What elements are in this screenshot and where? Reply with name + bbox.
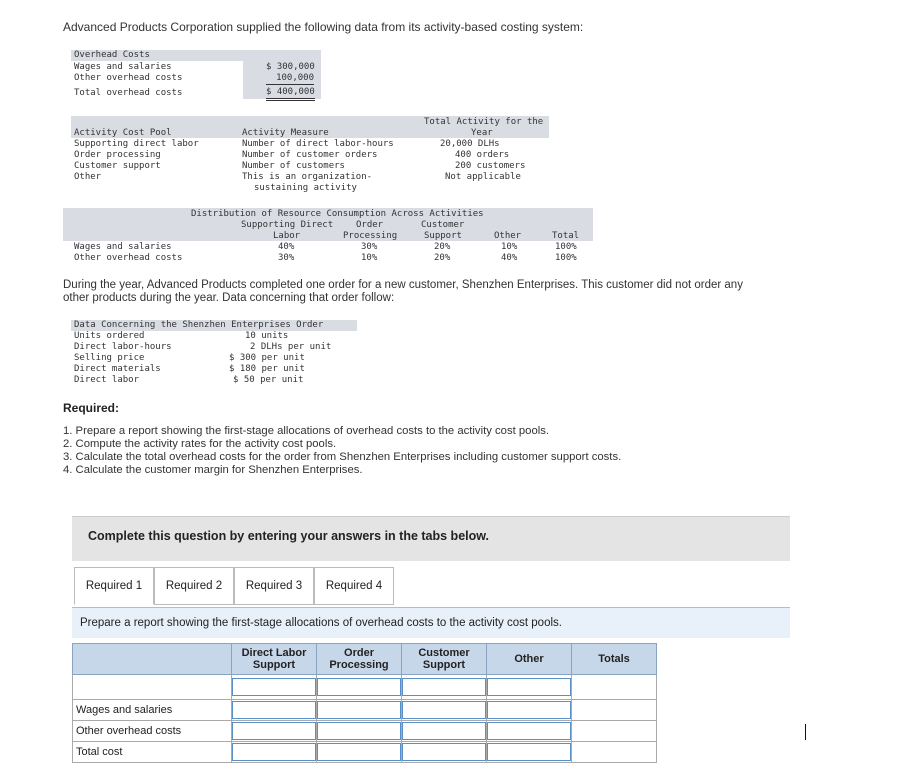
pool-total: 200 customers (455, 161, 526, 171)
overhead-label: Total overhead costs (74, 88, 183, 98)
pool-measure: Number of customer orders (242, 150, 378, 160)
cell (572, 721, 657, 742)
order-paragraph: During the year, Advanced Products completed one order for a new customer, Shenzhen Enterprises. This customer did not order any other products during the year. Data concerning that order follow: (63, 279, 743, 304)
tab-required-3[interactable]: Required 3 (234, 567, 314, 605)
wages-other-input[interactable] (487, 701, 571, 719)
dist-value: 20% (434, 242, 451, 252)
dist-col-header: Labor (273, 231, 301, 241)
overhead-label: Wages and salaries (74, 62, 172, 72)
required-item: 1. Prepare a report showing the first-stage allocations of overhead costs to the activity cost pools. (63, 425, 550, 437)
pools-total-header: Year (471, 128, 493, 138)
total-cs-input[interactable] (402, 743, 486, 761)
cell (232, 742, 317, 763)
overhead-value: $ 300,000 (266, 62, 315, 72)
order-value: $ 180 per unit (229, 364, 305, 374)
dist-row-label: Other overhead costs (74, 253, 183, 263)
dist-value: 10% (501, 242, 518, 252)
cell (317, 700, 402, 721)
total-op-input[interactable] (317, 743, 401, 761)
cell (317, 675, 402, 700)
cell (487, 700, 572, 721)
cell (572, 700, 657, 721)
dist-row-label: Wages and salaries (74, 242, 172, 252)
row-label: Wages and salaries (73, 700, 232, 721)
cell (487, 675, 572, 700)
cell (232, 675, 317, 700)
tab-instruction (72, 607, 790, 638)
cell (487, 742, 572, 763)
other-overhead-op-input[interactable] (317, 722, 401, 740)
order-label: Direct materials (74, 364, 161, 374)
cell (402, 721, 487, 742)
pool-name: Other (74, 172, 102, 182)
cell (572, 742, 657, 763)
col-totals: Totals (572, 644, 657, 675)
pools-measure-header: Activity Measure (242, 128, 329, 138)
pools-pool-header: Activity Cost Pool (74, 128, 172, 138)
cell (487, 721, 572, 742)
cell (402, 675, 487, 700)
pool-name: Supporting direct labor (74, 139, 199, 149)
other-spacer-input[interactable] (487, 678, 571, 696)
cs-spacer-input[interactable] (402, 678, 486, 696)
pools-total-header: Total Activity for the (424, 117, 544, 127)
order-value: $ 300 per unit (229, 353, 305, 363)
order-label: Selling price (74, 353, 145, 363)
dist-col-header: Supporting Direct (241, 220, 334, 230)
table-row (73, 742, 657, 763)
tab-required-2[interactable]: Required 2 (154, 567, 234, 605)
dist-value: 40% (278, 242, 295, 252)
wages-cs-input[interactable] (402, 701, 486, 719)
pool-measure-cont: sustaining activity (254, 183, 357, 193)
order-label: Units ordered (74, 331, 145, 341)
order-label: Direct labor-hours (74, 342, 172, 352)
total-dls-input[interactable] (232, 743, 316, 761)
other-overhead-other-input[interactable] (487, 722, 571, 740)
overhead-value: 100,000 (266, 73, 314, 85)
col-customer-support: Customer Support (402, 644, 487, 675)
dls-spacer-input[interactable] (232, 678, 316, 696)
order-value: 2 DLHs per unit (250, 342, 332, 352)
pool-measure: Number of direct labor-hours (242, 139, 394, 149)
instructions-banner (72, 516, 790, 561)
cell (402, 742, 487, 763)
dist-col-header: Total (552, 231, 580, 241)
dist-col-header: Processing (343, 231, 398, 241)
cell (572, 675, 657, 700)
overhead-label: Other overhead costs (74, 73, 183, 83)
banner-text: Complete this question by entering your answers in the tabs below. (88, 529, 489, 543)
pool-name: Customer support (74, 161, 161, 171)
intro-text: Advanced Products Corporation supplied the following data from its activity-based costing system: (63, 20, 584, 34)
row-label: Other overhead costs (73, 721, 232, 742)
order-value: $ 50 per unit (233, 375, 304, 385)
overhead-header: Overhead Costs (74, 50, 150, 60)
dist-value: 100% (555, 253, 577, 263)
dist-value: 30% (361, 242, 378, 252)
dist-col-header: Customer (421, 220, 465, 230)
instruction-text: Prepare a report showing the first-stage allocations of overhead costs to the activity cost pools. (80, 617, 562, 629)
dist-value: 30% (278, 253, 295, 263)
op-spacer-input[interactable] (317, 678, 401, 696)
dist-value: 40% (501, 253, 518, 263)
tab-required-4[interactable]: Required 4 (314, 567, 394, 605)
wages-op-input[interactable] (317, 701, 401, 719)
pool-total: 20,000 DLHs (440, 139, 500, 149)
pool-name: Order processing (74, 150, 161, 160)
required-list (63, 425, 621, 477)
overhead-value: $ 400,000 (266, 87, 315, 101)
row-label: Total cost (73, 742, 232, 763)
other-overhead-dls-input[interactable] (232, 722, 316, 740)
required-item: 3. Calculate the total overhead costs for the order from Shenzhen Enterprises including customer support costs. (63, 451, 622, 463)
cell (317, 721, 402, 742)
blank-header (73, 644, 232, 675)
dist-value: 100% (555, 242, 577, 252)
required-item: 2. Compute the activity rates for the activity cost pools. (63, 438, 337, 450)
cell (232, 721, 317, 742)
dist-col-header: Other (494, 231, 522, 241)
pool-measure: Number of customers (242, 161, 345, 171)
total-other-input[interactable] (487, 743, 571, 761)
cell (232, 700, 317, 721)
col-other: Other (487, 644, 572, 675)
table-row (73, 721, 657, 742)
dist-col-header: Order (356, 220, 384, 230)
col-order-processing: Order Processing (317, 644, 402, 675)
col-direct-labor-support: Direct Labor Support (232, 644, 317, 675)
pool-total: Not applicable (445, 172, 521, 182)
distribution-title: Distribution of Resource Consumption Across Activities (191, 209, 484, 219)
dist-value: 20% (434, 253, 451, 263)
required-item: 4. Calculate the customer margin for Shenzhen Enterprises. (63, 464, 363, 476)
dist-value: 10% (361, 253, 378, 263)
dist-col-header: Support (424, 231, 462, 241)
order-label: Direct labor (74, 375, 140, 385)
text-cursor (805, 724, 806, 740)
other-overhead-cs-input[interactable] (402, 722, 486, 740)
required-title: Required: (63, 401, 120, 415)
spacer-cell (73, 675, 232, 700)
wages-dls-input[interactable] (232, 701, 316, 719)
answer-table (72, 643, 657, 763)
cell (317, 742, 402, 763)
order-value: 10 units (245, 331, 289, 341)
pool-measure: This is an organization- (242, 172, 373, 182)
tab-required-1[interactable]: Required 1 (74, 567, 154, 605)
pool-total: 400 orders (455, 150, 510, 160)
order-title: Data Concerning the Shenzhen Enterprises Order (74, 320, 324, 330)
cell (402, 700, 487, 721)
table-row (73, 700, 657, 721)
